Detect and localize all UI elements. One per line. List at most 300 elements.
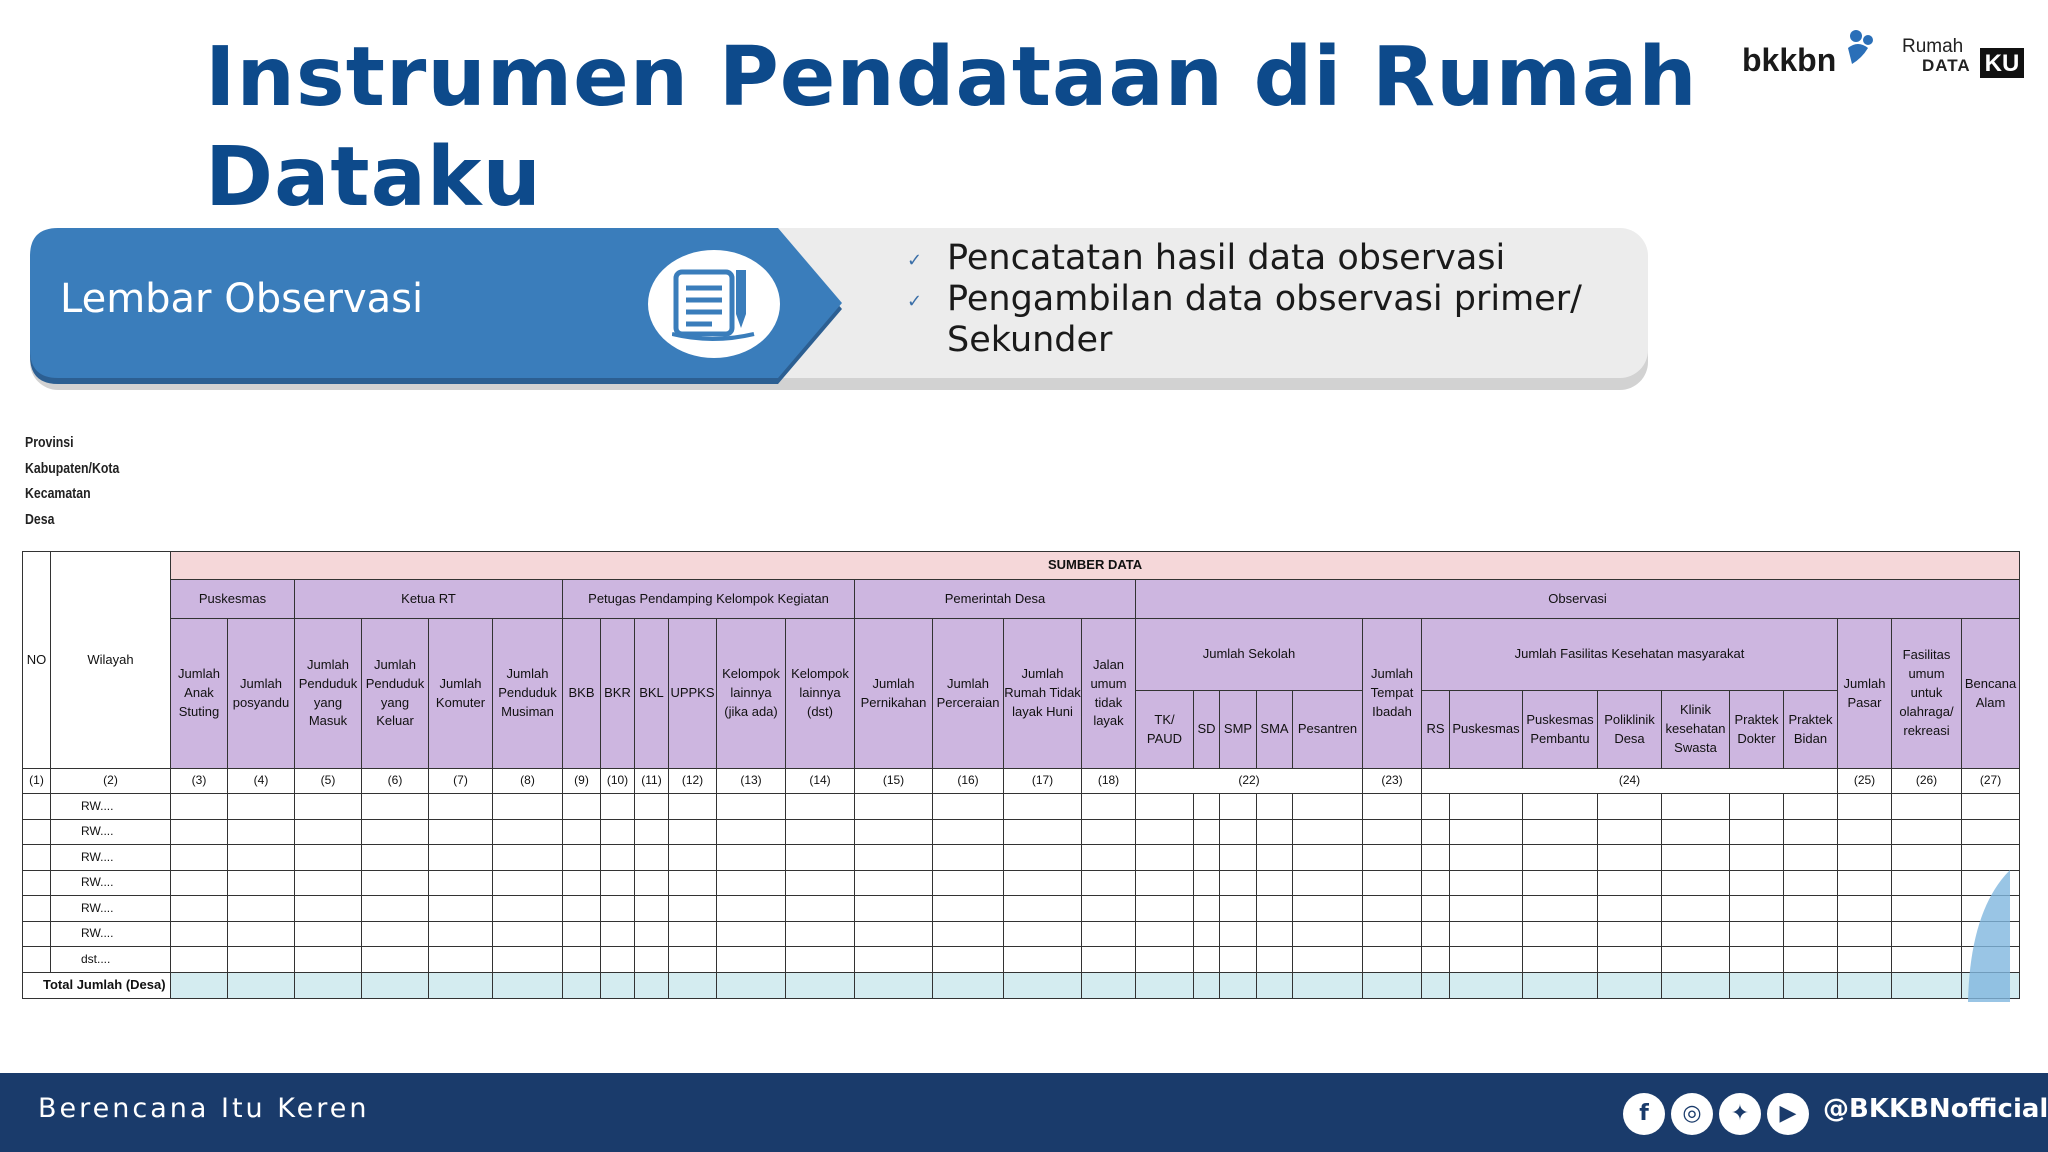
form-input-cell[interactable] (171, 819, 228, 845)
row-no-cell[interactable] (23, 896, 51, 922)
form-input-cell[interactable] (1220, 794, 1257, 820)
form-input-cell[interactable] (601, 794, 635, 820)
form-input-cell[interactable] (1082, 947, 1136, 973)
form-input-cell[interactable] (171, 921, 228, 947)
social-handle[interactable]: @BKKBNofficial (1823, 1094, 2048, 1124)
col-kelompok-lain-header: Kelompok lainnya (jika ada) (717, 619, 786, 769)
form-input-cell[interactable] (1422, 896, 1450, 922)
form-input-cell[interactable] (601, 947, 635, 973)
form-input-cell[interactable] (1136, 896, 1194, 922)
form-input-cell[interactable] (1523, 794, 1598, 820)
form-input-cell[interactable] (1892, 921, 1962, 947)
form-input-cell[interactable] (1293, 921, 1363, 947)
col-perceraian-header: Jumlah Perceraian (933, 619, 1004, 769)
form-input-cell[interactable] (1662, 947, 1730, 973)
total-cell[interactable] (1194, 972, 1220, 998)
form-input-cell[interactable] (493, 921, 563, 947)
form-input-cell[interactable] (635, 921, 669, 947)
form-input-cell[interactable] (563, 947, 601, 973)
form-input-cell[interactable] (1838, 819, 1892, 845)
form-input-cell[interactable] (228, 947, 295, 973)
form-input-cell[interactable] (635, 896, 669, 922)
form-input-cell[interactable] (1257, 896, 1293, 922)
total-cell[interactable] (1730, 972, 1784, 998)
form-input-cell[interactable] (1194, 819, 1220, 845)
form-input-cell[interactable] (1082, 845, 1136, 871)
form-input-cell[interactable] (1363, 794, 1422, 820)
form-input-cell[interactable] (1004, 947, 1082, 973)
form-input-cell[interactable] (1293, 947, 1363, 973)
form-input-cell[interactable] (493, 896, 563, 922)
form-input-cell[interactable] (1838, 870, 1892, 896)
total-cell[interactable] (635, 972, 669, 998)
form-input-cell[interactable] (429, 819, 493, 845)
form-input-cell[interactable] (1422, 819, 1450, 845)
form-input-cell[interactable] (228, 819, 295, 845)
form-input-cell[interactable] (1220, 921, 1257, 947)
form-input-cell[interactable] (933, 794, 1004, 820)
form-input-cell[interactable] (855, 845, 933, 871)
form-input-cell[interactable] (635, 845, 669, 871)
form-input-cell[interactable] (786, 845, 855, 871)
form-input-cell[interactable] (717, 845, 786, 871)
total-cell[interactable] (786, 972, 855, 998)
form-input-cell[interactable] (1838, 947, 1892, 973)
total-cell[interactable] (1293, 972, 1363, 998)
form-input-cell[interactable] (1004, 896, 1082, 922)
form-input-cell[interactable] (1220, 845, 1257, 871)
total-cell[interactable] (601, 972, 635, 998)
col-praktek-bidan-header: Praktek Bidan (1784, 691, 1838, 769)
form-input-cell[interactable] (855, 870, 933, 896)
form-input-cell[interactable] (1257, 870, 1293, 896)
form-input-cell[interactable] (669, 819, 717, 845)
form-input-cell[interactable] (1004, 794, 1082, 820)
form-input-cell[interactable] (1257, 921, 1293, 947)
form-input-cell[interactable] (1363, 870, 1422, 896)
row-no-cell[interactable] (23, 870, 51, 896)
total-cell[interactable] (669, 972, 717, 998)
ketua-rt-group-header: Ketua RT (295, 580, 563, 619)
form-input-cell[interactable] (1194, 921, 1220, 947)
form-input-cell[interactable] (933, 947, 1004, 973)
form-input-cell[interactable] (1293, 845, 1363, 871)
form-input-cell[interactable] (171, 947, 228, 973)
form-input-cell[interactable] (1220, 947, 1257, 973)
form-input-cell[interactable] (1004, 921, 1082, 947)
total-cell[interactable] (171, 972, 228, 998)
form-input-cell[interactable] (228, 896, 295, 922)
form-input-cell[interactable] (717, 947, 786, 973)
form-input-cell[interactable] (1422, 794, 1450, 820)
form-input-cell[interactable] (1784, 947, 1838, 973)
total-cell[interactable] (933, 972, 1004, 998)
form-input-cell[interactable] (563, 819, 601, 845)
form-input-cell[interactable] (1962, 819, 2020, 845)
form-input-cell[interactable] (493, 947, 563, 973)
form-input-cell[interactable] (1662, 819, 1730, 845)
total-cell[interactable] (1257, 972, 1293, 998)
form-input-cell[interactable] (1422, 921, 1450, 947)
youtube-icon[interactable]: ▶ (1767, 1093, 1809, 1135)
total-cell[interactable] (1422, 972, 1450, 998)
form-input-cell[interactable] (1136, 845, 1194, 871)
form-input-cell[interactable] (1598, 921, 1662, 947)
form-input-cell[interactable] (855, 947, 933, 973)
form-input-cell[interactable] (563, 845, 601, 871)
total-cell[interactable] (1662, 972, 1730, 998)
form-input-cell[interactable] (1194, 896, 1220, 922)
form-input-cell[interactable] (429, 896, 493, 922)
form-input-cell[interactable] (228, 870, 295, 896)
form-input-cell[interactable] (1523, 921, 1598, 947)
form-input-cell[interactable] (635, 819, 669, 845)
form-input-cell[interactable] (295, 870, 362, 896)
form-input-cell[interactable] (493, 794, 563, 820)
form-input-cell[interactable] (1523, 896, 1598, 922)
col-number: (14) (786, 769, 855, 794)
col-sma-header: SMA (1257, 691, 1293, 769)
form-input-cell[interactable] (1523, 845, 1598, 871)
col-number: (26) (1892, 769, 1962, 794)
col-fasilitas-umum-header: Fasilitas umum untuk olahraga/ rekreasi (1892, 619, 1962, 769)
form-input-cell[interactable] (1598, 794, 1662, 820)
form-input-cell[interactable] (1450, 870, 1523, 896)
form-input-cell[interactable] (1662, 870, 1730, 896)
form-input-cell[interactable] (1004, 870, 1082, 896)
row-wilayah-cell[interactable]: RW.... (51, 819, 171, 845)
form-input-cell[interactable] (1136, 921, 1194, 947)
form-data-rows (23, 794, 2020, 973)
form-input-cell[interactable] (1730, 947, 1784, 973)
col-bencana-alam-header: Bencana Alam (1962, 619, 2020, 769)
total-cell[interactable] (1082, 972, 1136, 998)
form-input-cell[interactable] (228, 794, 295, 820)
col-pasar-header: Jumlah Pasar (1838, 619, 1892, 769)
form-input-cell[interactable] (362, 921, 429, 947)
form-input-cell[interactable] (601, 870, 635, 896)
form-input-cell[interactable] (1194, 870, 1220, 896)
total-cell[interactable] (717, 972, 786, 998)
col-number: (17) (1004, 769, 1082, 794)
form-input-cell[interactable] (295, 896, 362, 922)
col-number: (12) (669, 769, 717, 794)
form-input-cell[interactable] (228, 921, 295, 947)
form-input-cell[interactable] (1598, 896, 1662, 922)
form-input-cell[interactable] (855, 921, 933, 947)
observasi-group-header: Observasi (1136, 580, 2020, 619)
col-jalan-tidak-layak-header: Jalan umum tidak layak (1082, 619, 1136, 769)
form-input-cell[interactable] (1082, 896, 1136, 922)
form-input-cell[interactable] (1892, 947, 1962, 973)
form-input-cell[interactable] (933, 845, 1004, 871)
form-input-cell[interactable] (1363, 819, 1422, 845)
pemerintah-desa-group-header: Pemerintah Desa (855, 580, 1136, 619)
instagram-icon[interactable]: ◎ (1671, 1093, 1713, 1135)
form-input-cell[interactable] (1784, 819, 1838, 845)
form-input-cell[interactable] (669, 870, 717, 896)
form-input-cell[interactable] (362, 819, 429, 845)
row-no-cell[interactable] (23, 921, 51, 947)
form-input-cell[interactable] (1662, 845, 1730, 871)
total-cell[interactable] (1363, 972, 1422, 998)
row-wilayah-cell[interactable]: dst.... (51, 947, 171, 973)
form-input-cell[interactable] (295, 921, 362, 947)
col-penduduk-musiman-header: Jumlah Penduduk Musiman (493, 619, 563, 769)
twitter-icon[interactable]: ✦ (1719, 1093, 1761, 1135)
form-input-cell[interactable] (1363, 845, 1422, 871)
form-input-cell[interactable] (295, 794, 362, 820)
total-label: Total Jumlah (Desa) (23, 972, 171, 998)
form-input-cell[interactable] (1598, 819, 1662, 845)
form-input-cell[interactable] (933, 896, 1004, 922)
col-rumah-tidak-layak-header: Jumlah Rumah Tidak layak Huni (1004, 619, 1082, 769)
form-input-cell[interactable] (1450, 921, 1523, 947)
row-wilayah-cell[interactable]: RW.... (51, 896, 171, 922)
row-wilayah-cell[interactable]: RW.... (51, 870, 171, 896)
form-input-cell[interactable] (563, 794, 601, 820)
form-input-cell[interactable] (1293, 870, 1363, 896)
form-input-cell[interactable] (1784, 845, 1838, 871)
form-input-cell[interactable] (362, 947, 429, 973)
form-input-cell[interactable] (493, 819, 563, 845)
total-cell[interactable] (1892, 972, 1962, 998)
form-input-cell[interactable] (1730, 794, 1784, 820)
form-input-cell[interactable] (1962, 794, 2020, 820)
form-input-cell[interactable] (1257, 819, 1293, 845)
form-input-cell[interactable] (563, 870, 601, 896)
form-input-cell[interactable] (717, 870, 786, 896)
form-input-cell[interactable] (295, 845, 362, 871)
form-input-cell[interactable] (429, 947, 493, 973)
form-input-cell[interactable] (601, 819, 635, 845)
col-penduduk-keluar-header: Jumlah Penduduk yang Keluar (362, 619, 429, 769)
form-input-cell[interactable] (855, 896, 933, 922)
col-number: (25) (1838, 769, 1892, 794)
form-input-cell[interactable] (601, 845, 635, 871)
form-input-cell[interactable] (1598, 845, 1662, 871)
form-input-cell[interactable] (1136, 794, 1194, 820)
form-input-cell[interactable] (171, 794, 228, 820)
form-input-cell[interactable] (1220, 870, 1257, 896)
form-input-cell[interactable] (1838, 896, 1892, 922)
form-input-cell[interactable] (717, 794, 786, 820)
form-input-cell[interactable] (786, 870, 855, 896)
form-input-cell[interactable] (1450, 794, 1523, 820)
form-input-cell[interactable] (1892, 896, 1962, 922)
form-input-cell[interactable] (1730, 896, 1784, 922)
form-input-cell[interactable] (635, 947, 669, 973)
form-input-cell[interactable] (1293, 794, 1363, 820)
col-no-header: NO (23, 552, 51, 769)
form-input-cell[interactable] (171, 845, 228, 871)
form-input-cell[interactable] (1730, 870, 1784, 896)
total-cell[interactable] (1004, 972, 1082, 998)
form-input-cell[interactable] (1363, 896, 1422, 922)
form-input-cell[interactable] (669, 921, 717, 947)
total-cell[interactable] (1523, 972, 1598, 998)
row-no-cell[interactable] (23, 845, 51, 871)
col-number: (8) (493, 769, 563, 794)
form-input-cell[interactable] (786, 819, 855, 845)
facebook-icon[interactable]: f (1623, 1093, 1665, 1135)
form-input-cell[interactable] (1082, 921, 1136, 947)
form-input-cell[interactable] (295, 819, 362, 845)
form-input-cell[interactable] (669, 947, 717, 973)
form-input-cell[interactable] (933, 819, 1004, 845)
form-input-cell[interactable] (1662, 921, 1730, 947)
total-cell[interactable] (1598, 972, 1662, 998)
form-input-cell[interactable] (1892, 845, 1962, 871)
total-cell[interactable] (295, 972, 362, 998)
row-wilayah-cell[interactable]: RW.... (51, 921, 171, 947)
form-input-cell[interactable] (1194, 845, 1220, 871)
total-cell[interactable] (429, 972, 493, 998)
form-input-cell[interactable] (563, 896, 601, 922)
col-number: (2) (51, 769, 171, 794)
form-input-cell[interactable] (1220, 896, 1257, 922)
form-input-cell[interactable] (362, 845, 429, 871)
form-input-cell[interactable] (855, 819, 933, 845)
form-input-cell[interactable] (1523, 947, 1598, 973)
total-cell[interactable] (493, 972, 563, 998)
form-input-cell[interactable] (1257, 845, 1293, 871)
form-input-cell[interactable] (1082, 819, 1136, 845)
form-input-cell[interactable] (1004, 845, 1082, 871)
form-input-cell[interactable] (1784, 921, 1838, 947)
col-anak-stuting-header: Jumlah Anak Stuting (171, 619, 228, 769)
form-input-cell[interactable] (601, 896, 635, 922)
bullet-text: Pengambilan data observasi primer/ Sekunder (947, 279, 1582, 360)
form-input-cell[interactable] (171, 870, 228, 896)
form-input-cell[interactable] (1523, 819, 1598, 845)
form-input-cell[interactable] (1662, 794, 1730, 820)
total-cell[interactable] (1450, 972, 1523, 998)
form-input-cell[interactable] (1422, 845, 1450, 871)
row-no-cell[interactable] (23, 819, 51, 845)
form-input-cell[interactable] (855, 794, 933, 820)
form-input-cell[interactable] (1598, 947, 1662, 973)
form-input-cell[interactable] (1363, 921, 1422, 947)
total-cell[interactable] (228, 972, 295, 998)
form-input-cell[interactable] (1784, 896, 1838, 922)
form-input-cell[interactable] (786, 794, 855, 820)
form-input-cell[interactable] (1784, 870, 1838, 896)
form-input-cell[interactable] (429, 921, 493, 947)
form-input-cell[interactable] (1293, 896, 1363, 922)
form-input-cell[interactable] (1450, 845, 1523, 871)
form-input-cell[interactable] (786, 896, 855, 922)
col-penduduk-masuk-header: Jumlah Penduduk yang Masuk (295, 619, 362, 769)
form-input-cell[interactable] (933, 921, 1004, 947)
row-wilayah-cell[interactable]: RW.... (51, 794, 171, 820)
form-input-cell[interactable] (669, 845, 717, 871)
form-input-cell[interactable] (362, 870, 429, 896)
form-input-cell[interactable] (635, 870, 669, 896)
form-input-cell[interactable] (1082, 794, 1136, 820)
form-input-cell[interactable] (1422, 870, 1450, 896)
row-no-cell[interactable] (23, 947, 51, 973)
form-input-cell[interactable] (1136, 870, 1194, 896)
total-cell[interactable] (1784, 972, 1838, 998)
form-input-cell[interactable] (669, 794, 717, 820)
form-input-cell[interactable] (493, 845, 563, 871)
form-input-cell[interactable] (1220, 819, 1257, 845)
form-input-cell[interactable] (1784, 794, 1838, 820)
form-input-cell[interactable] (1450, 819, 1523, 845)
total-cell[interactable] (1220, 972, 1257, 998)
form-input-cell[interactable] (1136, 819, 1194, 845)
form-input-cell[interactable] (493, 870, 563, 896)
total-cell[interactable] (855, 972, 933, 998)
form-input-cell[interactable] (1523, 870, 1598, 896)
form-input-cell[interactable] (429, 870, 493, 896)
form-input-cell[interactable] (933, 870, 1004, 896)
form-input-cell[interactable] (1257, 947, 1293, 973)
form-input-cell[interactable] (635, 794, 669, 820)
form-input-cell[interactable] (669, 896, 717, 922)
form-input-cell[interactable] (1136, 947, 1194, 973)
form-input-cell[interactable] (1838, 921, 1892, 947)
form-input-cell[interactable] (1730, 845, 1784, 871)
form-input-cell[interactable] (1598, 870, 1662, 896)
col-number: (3) (171, 769, 228, 794)
form-input-cell[interactable] (786, 921, 855, 947)
form-input-cell[interactable] (717, 896, 786, 922)
form-input-cell[interactable] (1450, 947, 1523, 973)
form-input-cell[interactable] (362, 794, 429, 820)
form-input-cell[interactable] (171, 896, 228, 922)
total-cell[interactable] (1136, 972, 1194, 998)
form-input-cell[interactable] (429, 794, 493, 820)
form-input-cell[interactable] (1838, 794, 1892, 820)
form-input-cell[interactable] (1194, 794, 1220, 820)
total-cell[interactable] (563, 972, 601, 998)
form-input-cell[interactable] (295, 947, 362, 973)
form-input-cell[interactable] (1962, 845, 2020, 871)
total-cell[interactable] (362, 972, 429, 998)
form-input-cell[interactable] (563, 921, 601, 947)
observation-banner (30, 228, 1648, 398)
form-input-cell[interactable] (1450, 896, 1523, 922)
row-no-cell[interactable] (23, 794, 51, 820)
form-input-cell[interactable] (717, 819, 786, 845)
form-input-cell[interactable] (1730, 921, 1784, 947)
form-input-cell[interactable] (429, 845, 493, 871)
form-input-cell[interactable] (1838, 845, 1892, 871)
puskesmas-group-header: Puskesmas (171, 580, 295, 619)
form-input-cell[interactable] (786, 947, 855, 973)
form-input-cell[interactable] (1257, 794, 1293, 820)
total-cell[interactable] (1838, 972, 1892, 998)
form-input-cell[interactable] (717, 921, 786, 947)
form-input-cell[interactable] (362, 896, 429, 922)
form-input-cell[interactable] (1293, 819, 1363, 845)
form-input-cell[interactable] (1892, 819, 1962, 845)
form-input-cell[interactable] (1194, 947, 1220, 973)
form-input-cell[interactable] (1004, 819, 1082, 845)
form-input-cell[interactable] (1363, 947, 1422, 973)
form-input-cell[interactable] (1892, 794, 1962, 820)
form-input-cell[interactable] (1662, 896, 1730, 922)
form-input-cell[interactable] (1892, 870, 1962, 896)
form-input-cell[interactable] (228, 845, 295, 871)
form-input-cell[interactable] (1730, 819, 1784, 845)
form-input-cell[interactable] (1082, 870, 1136, 896)
form-input-cell[interactable] (601, 921, 635, 947)
row-wilayah-cell[interactable]: RW.... (51, 845, 171, 871)
form-input-cell[interactable] (1422, 947, 1450, 973)
